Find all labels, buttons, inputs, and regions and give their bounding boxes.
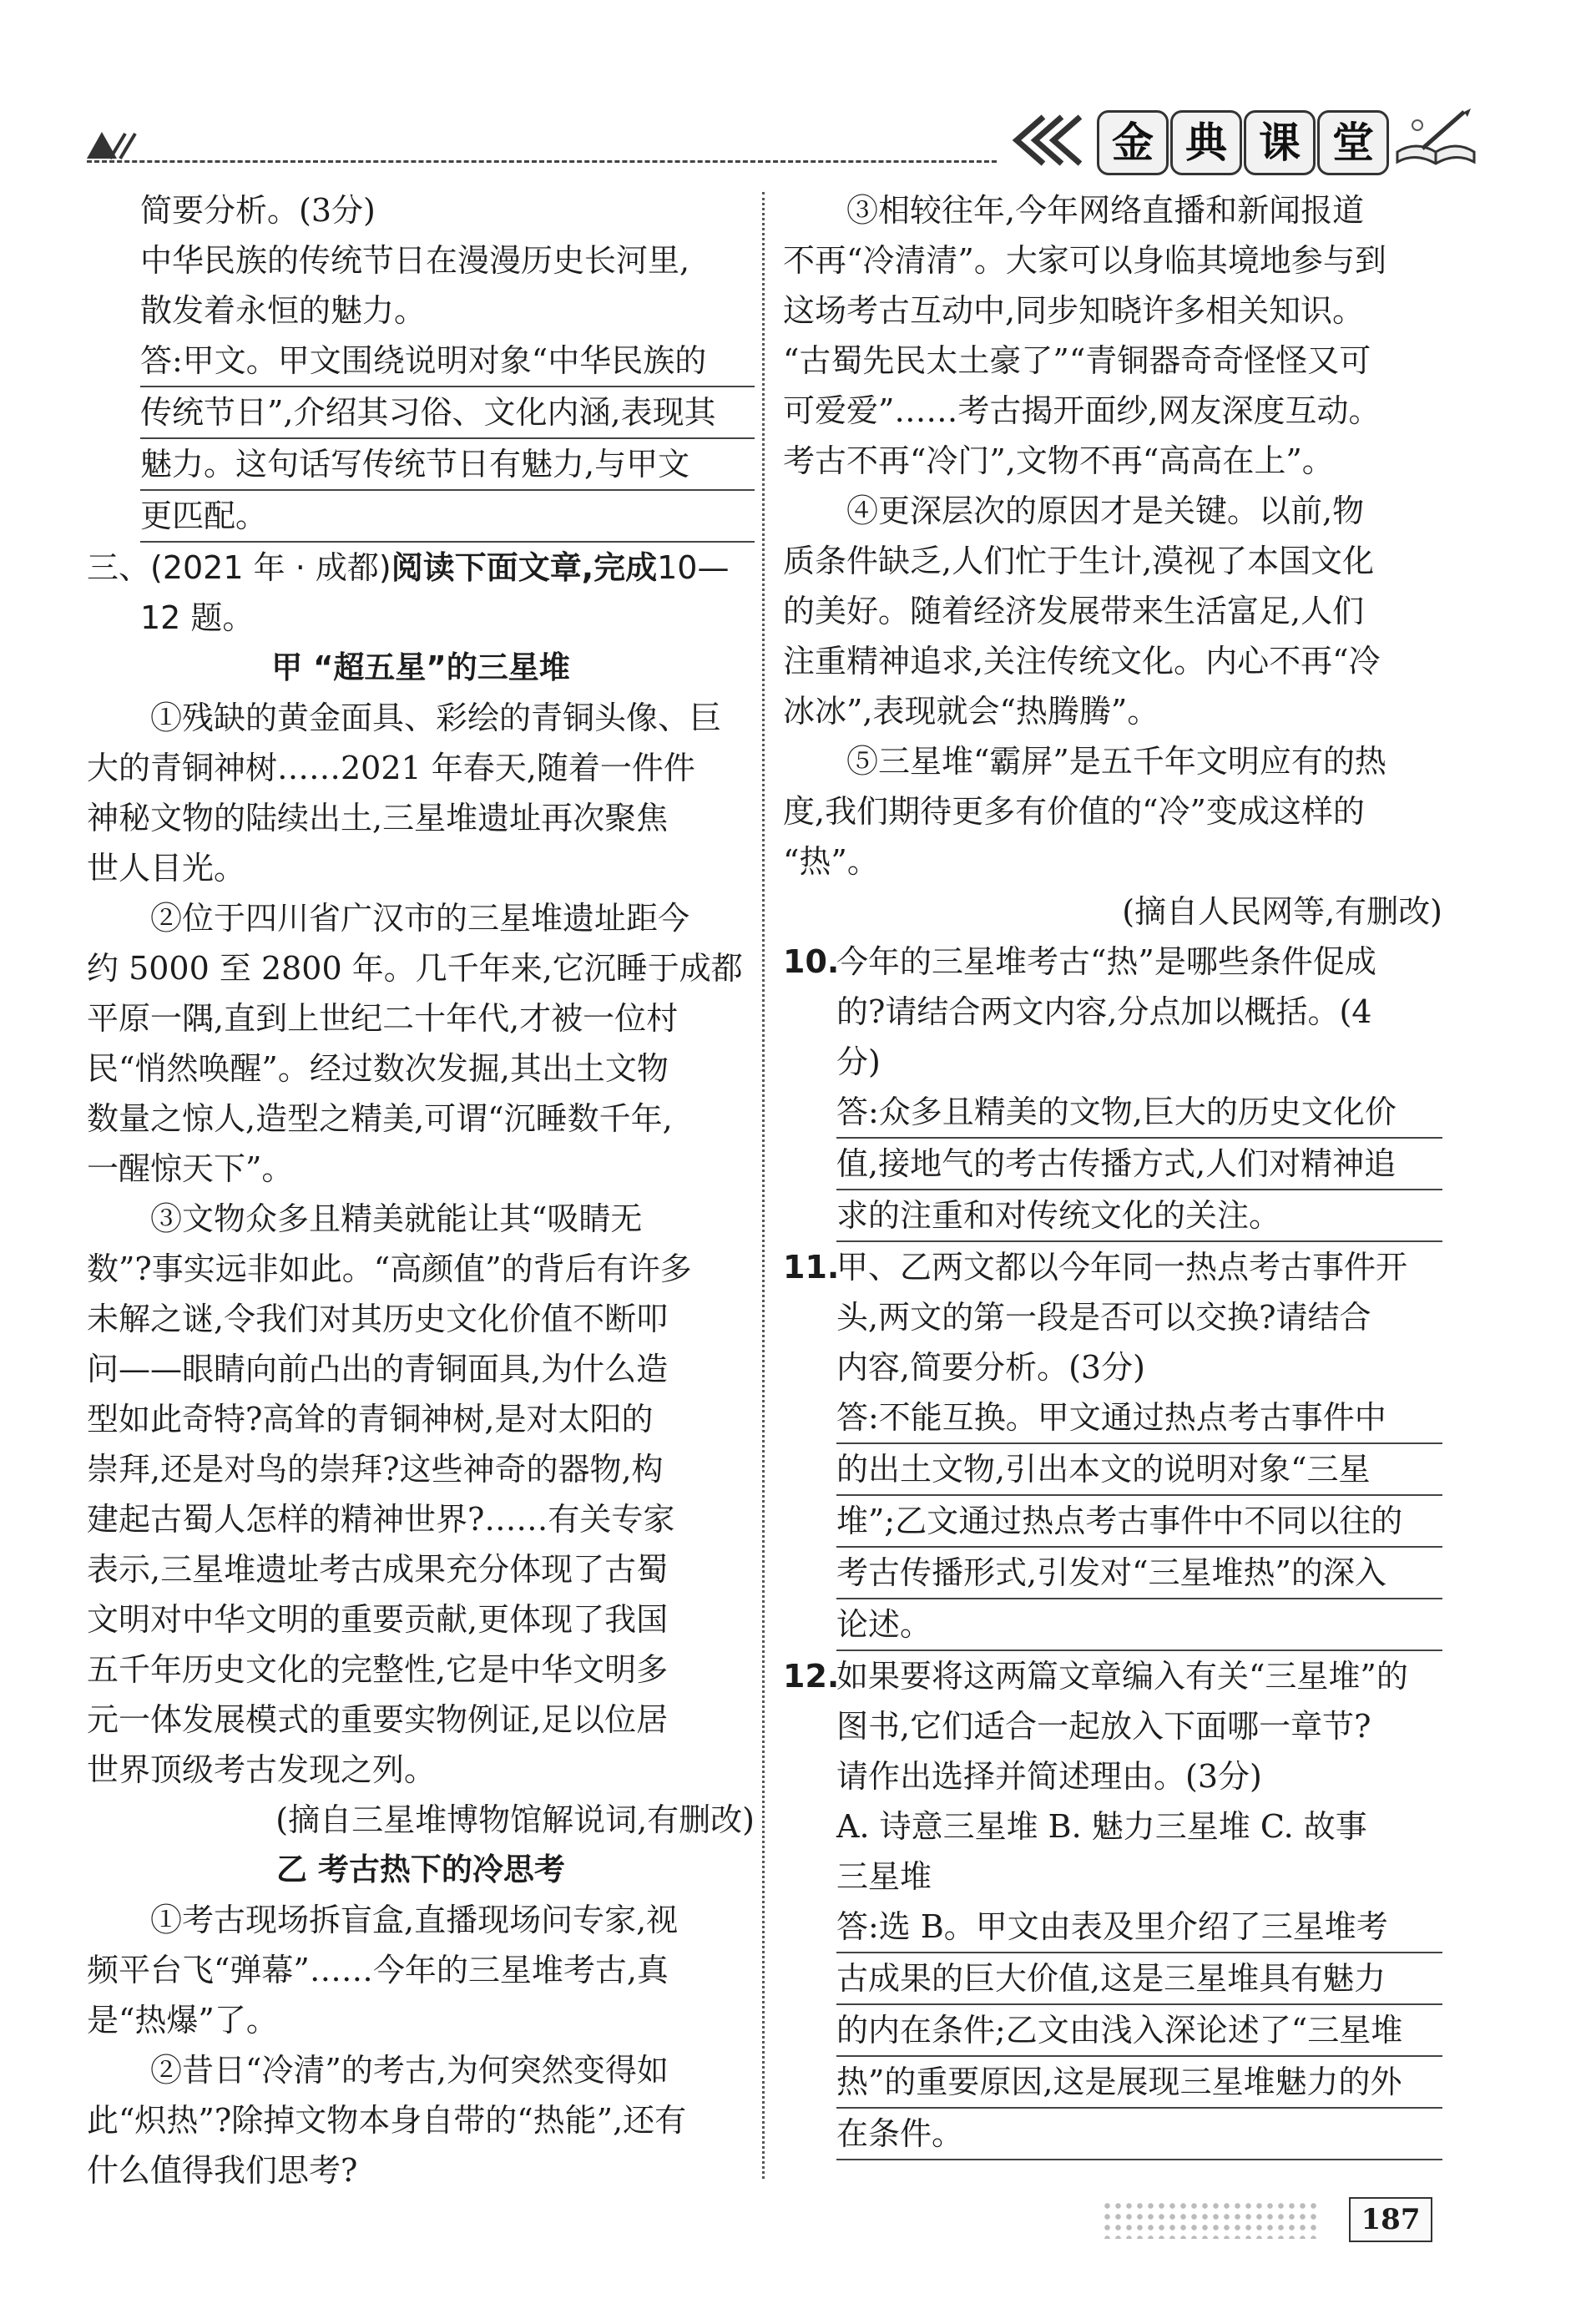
double-chevron-icon — [1010, 114, 1082, 167]
source-note-yi: (摘自人民网等,有删改) — [1122, 893, 1442, 930]
answer-line: 的出土文物,引出本文的说明对象“三星 — [836, 1444, 1442, 1496]
question-12: 12.如果要将这两篇文章编入有关“三星堆”的 图书,它们适合一起放入下面哪一章节? 请作出选择并简述理由。(3分) A. 诗意三星堆 B. 魅力三星堆 C. 故事 三星堆 — [783, 1651, 1442, 1902]
brand-header — [1010, 105, 1477, 172]
article-title-yi: 乙 考古热下的冷思考 — [276, 1852, 565, 1887]
jia-paragraph-3: ③文物众多且精美就能让其“吸睛无 数”?事实远非如此。“高颜值”的背后有许多 未解之谜,令我们对其历史文化价值不断叩 问——眼睛向前凸出的青铜面具,为什么造 型如此奇特?高耸的青铜神树,是对太阳的 崇拜,还是对鸟的崇拜?这些神奇的器物,构 建起古蜀人怎样的精神世界?……有关专家 表示,三星堆遗址考古成果充分体现了古蜀 文明对中华文明的重要贡献,更体现了我国 五千年历史文化的完整性,它是中华文明多 元一体发展模式的重要实物例证,足以位居 世界顶级考古发现之列。 — [87, 1200, 692, 1788]
answer-line: 古成果的巨大价值,这是三星堆具有魅力 — [836, 1953, 1442, 2005]
question-number: 10. — [783, 943, 840, 980]
prev-quote-line-2: 散发着永恒的魅力。 — [140, 292, 427, 329]
answer-line: 热”的重要原因,这是展现三星堆魅力的外 — [836, 2057, 1442, 2109]
answer-12 — [783, 1902, 1442, 2160]
yi-paragraph-2: ②昔日“冷清”的考古,为何突然变得如 此“炽热”?除掉文物本身自带的“热能”,还有 什么值得我们思考? — [87, 2052, 687, 2189]
answer-10 — [783, 1087, 1442, 1242]
jia-paragraph-2: ②位于四川省广汉市的三星堆遗址距今 约 5000 至 2800 年。几千年来,它沉睡于成都 平原一隅,直到上世纪二十年代,才被一位村 民“悄然唤醒”。经过数次发掘,其出土文物 数量之惊人,造型之精美,可谓“沉睡数千年, 一醒惊天下”。 — [87, 900, 743, 1187]
section-instruction: 阅读下面文章,完成 — [391, 549, 658, 586]
answer-line: 答:甲文。甲文围绕说明对象“中华民族的 — [140, 336, 755, 387]
question-12-options: A. 诗意三星堆 B. 魅力三星堆 C. 故事 — [836, 1808, 1367, 1845]
yi-paragraph-3: ③相较往年,今年网络直播和新闻报道 不再“冷清清”。大家可以身临其境地参与到 这场考古互动中,同步知晓许多相关知识。 “古蜀先民太土豪了”“青铜器奇奇怪怪又可 可爱爱”……考古揭开面纱,网友深度互动。 考古不再“冷门”,文物不再“高高在上”。 — [783, 192, 1386, 479]
brand-char-2: 典 — [1170, 110, 1242, 175]
answer-line: 魅力。这句话写传统节日有魅力,与甲文 — [140, 439, 755, 491]
answer-line: 答:不能互换。甲文通过热点考古事件中 — [836, 1392, 1442, 1444]
question-number: 12. — [783, 1658, 840, 1695]
brand-char-1: 金 — [1097, 110, 1169, 175]
column-divider — [762, 192, 765, 2179]
left-column — [87, 185, 755, 2195]
answer-line: 堆”;乙文通过热点考古事件中不同以往的 — [836, 1496, 1442, 1548]
section-heading — [87, 543, 755, 593]
prev-question-tail: 简要分析。(3分) — [140, 192, 376, 229]
yi-paragraph-4: ④更深层次的原因才是关键。以前,物 质条件缺乏,人们忙于生计,漠视了本国文化 的美好。随着经济发展带来生活富足,人们 注重精神追求,关注传统文化。内心不再“冷 冰冰”,表现就会“热腾腾”。 — [783, 493, 1381, 730]
question-11: 11.甲、乙两文都以今年同一热点考古事件开 头,两文的第一段是否可以交换?请结合 内容,简要分析。(3分) — [783, 1242, 1442, 1392]
answer-line: 求的注重和对传统文化的关注。 — [836, 1190, 1442, 1242]
question-number: 11. — [783, 1249, 840, 1286]
answer-line: 答:众多且精美的文物,巨大的历史文化价 — [836, 1087, 1442, 1139]
article-title-jia: 甲 “超五星”的三星堆 — [271, 649, 570, 685]
footer-dot-pattern — [1102, 2200, 1319, 2239]
answer-line: 答:选 B。甲文由表及里介绍了三星堆考 — [836, 1902, 1442, 1953]
yi-paragraph-5: ⑤三星堆“霸屏”是五千年文明应有的热 度,我们期待更多有价值的“冷”变成这样的 “热”。 — [783, 743, 1386, 880]
question-10: 10.今年的三星堆考古“热”是哪些条件促成 的?请结合两文内容,分点加以概括。(4 分) — [783, 937, 1442, 1087]
answer-line: 更匹配。 — [140, 491, 755, 543]
prev-answer — [87, 336, 755, 543]
answer-line: 值,接地气的考古传播方式,人们对精神追 — [836, 1139, 1442, 1190]
answer-line: 在条件。 — [836, 2109, 1442, 2160]
yi-paragraph-1: ①考古现场拆盲盒,直播现场问专家,视 频平台飞“弹幕”……今年的三星堆考古,真 是“热爆”了。 — [87, 1902, 679, 2039]
section-heading-line-2: 12 题。 — [140, 599, 255, 636]
header-dashed-line — [87, 160, 997, 163]
answer-line: 的内在条件;乙文由浅入深论述了“三星堆 — [836, 2005, 1442, 2057]
open-book-pen-icon — [1394, 107, 1477, 174]
section-source: 三、(2021 年 · 成都) — [87, 549, 391, 586]
right-column — [783, 185, 1442, 2160]
jia-paragraph-1: ①残缺的黄金面具、彩绘的青铜头像、巨 大的青铜神树……2021 年春天,随着一件件 神秘文物的陆续出土,三星堆遗址再次聚焦 世人目光。 — [87, 700, 722, 887]
section-range: 10— — [657, 549, 730, 586]
answer-line: 考古传播形式,引发对“三星堆热”的深入 — [836, 1548, 1442, 1599]
prev-quote-line-1: 中华民族的传统节日在漫漫历史长河里, — [140, 242, 690, 279]
page-number: 187 — [1349, 2197, 1432, 2242]
answer-line: 传统节日”,介绍其习俗、文化内涵,表现其 — [140, 387, 755, 439]
answer-line: 论述。 — [836, 1599, 1442, 1651]
source-note-jia: (摘自三星堆博物馆解说词,有删改) — [275, 1801, 755, 1838]
mountain-icon — [87, 127, 145, 160]
brand-char-3: 课 — [1244, 110, 1316, 175]
brand-char-4: 堂 — [1317, 110, 1389, 175]
answer-11 — [783, 1392, 1442, 1651]
